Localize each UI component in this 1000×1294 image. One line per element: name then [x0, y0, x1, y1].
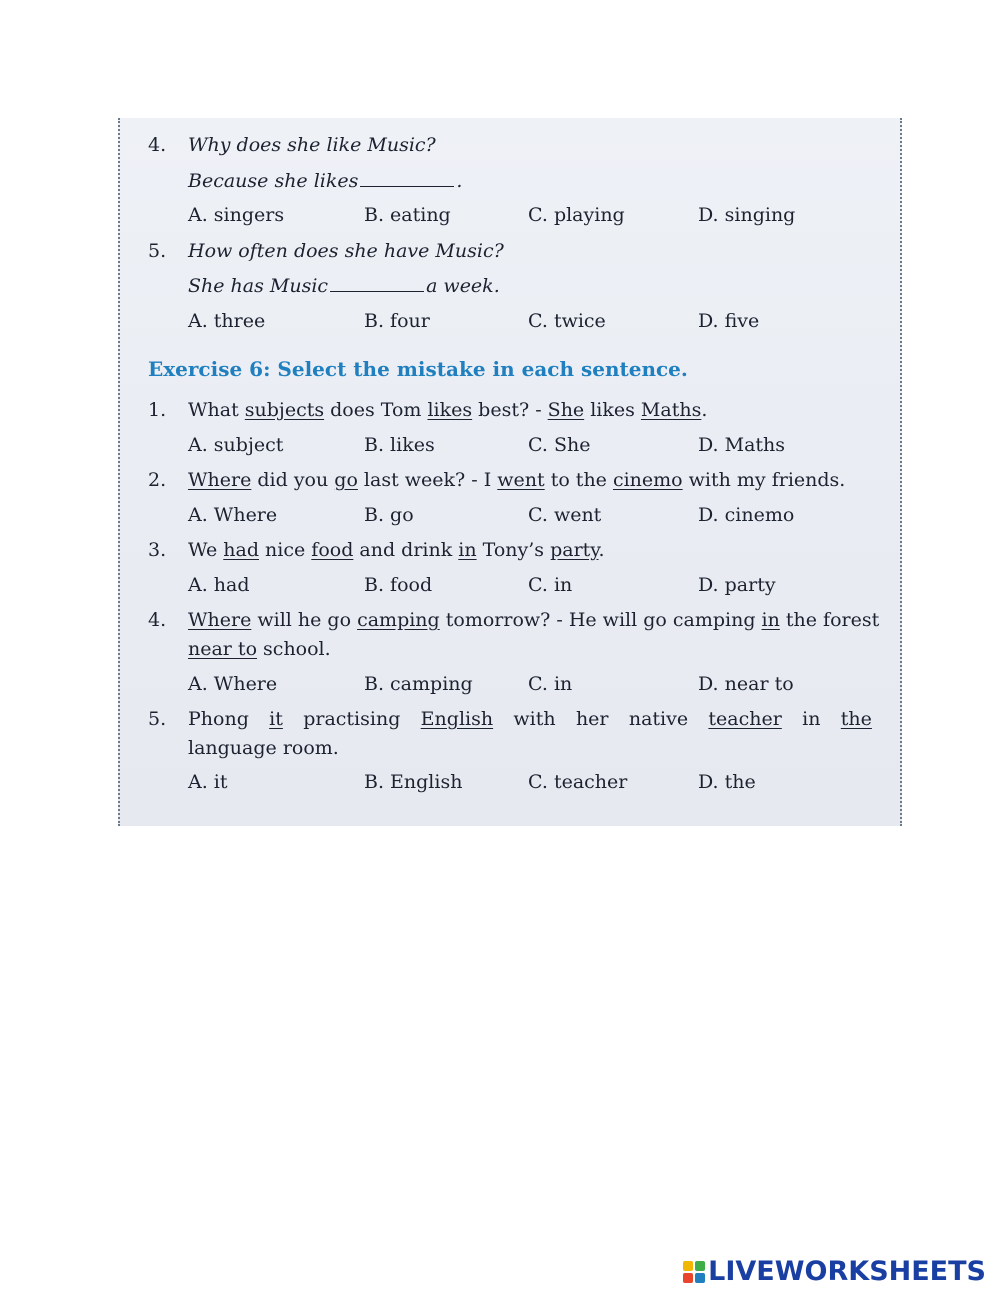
sentence-text: We — [188, 539, 224, 561]
sentence-text: best? - — [472, 399, 548, 421]
sentence-5 — [188, 708, 872, 730]
underlined-word: Where — [188, 469, 252, 491]
option-a[interactable]: A. Where — [188, 504, 278, 526]
sentence-text: native — [628, 708, 689, 730]
underlined-word: the — [840, 708, 872, 730]
logo-square-yellow — [683, 1261, 693, 1271]
answer-prefix: Because she likes — [188, 170, 359, 192]
sentence-text: Phong — [188, 708, 249, 730]
sentence-3 — [188, 539, 605, 561]
logo-text: LIVEWORKSHEETS — [708, 1256, 986, 1287]
option-b[interactable]: B. English — [364, 771, 463, 793]
sentence-text: . — [701, 399, 708, 421]
sentence-number: 1. — [148, 399, 167, 421]
sentence-text: tomorrow? - He will go camping — [439, 609, 762, 631]
option-c[interactable]: C. playing — [528, 204, 625, 226]
answer-line — [188, 275, 500, 297]
logo-square-blue — [695, 1273, 705, 1283]
option-b[interactable]: B. camping — [364, 673, 473, 695]
option-c[interactable]: C. in — [528, 673, 573, 695]
sentence-text: Tony’s — [476, 539, 551, 561]
sentence-text: last week? - I — [357, 469, 498, 491]
sentence-text: with — [513, 708, 556, 730]
sentence-number: 5. — [148, 708, 167, 730]
exercise-heading: Exercise 6: Select the mistake in each sentence. — [148, 357, 688, 381]
option-c[interactable]: C. in — [528, 574, 573, 596]
option-c[interactable]: C. teacher — [528, 771, 628, 793]
answer-blank[interactable] — [330, 277, 424, 292]
sentence-4-continued — [188, 638, 331, 660]
underlined-word: She — [547, 399, 585, 421]
sentence-text: the forest — [779, 609, 880, 631]
sentence-text: What — [188, 399, 245, 421]
option-a[interactable]: A. had — [188, 574, 250, 596]
underlined-word: went — [497, 469, 545, 491]
answer-suffix: a week. — [426, 275, 500, 297]
underlined-word: in — [458, 539, 477, 561]
sentence-text: her — [575, 708, 609, 730]
option-d[interactable]: D. near to — [698, 673, 794, 695]
option-b[interactable]: B. food — [364, 574, 433, 596]
underlined-word: food — [311, 539, 354, 561]
sentence-text: with my friends. — [682, 469, 846, 491]
sentence-text: in — [802, 708, 821, 730]
sentence-text: does Tom — [324, 399, 428, 421]
sentence-4 — [188, 609, 879, 631]
answer-line — [188, 170, 462, 192]
option-b[interactable]: B. likes — [364, 434, 435, 456]
sentence-number: 4. — [148, 609, 167, 631]
answer-prefix: She has Music — [188, 275, 329, 297]
option-d[interactable]: D. cinemo — [698, 504, 795, 526]
option-a[interactable]: A. it — [188, 771, 228, 793]
option-c[interactable]: C. twice — [528, 310, 606, 332]
answer-suffix: . — [456, 170, 463, 192]
option-a[interactable]: A. singers — [188, 204, 285, 226]
question-text: How often does she have Music? — [188, 240, 504, 262]
sentence-1 — [188, 399, 707, 421]
sentence-text: will he go — [251, 609, 358, 631]
sentence-text: to the — [544, 469, 613, 491]
underlined-word: it — [269, 708, 283, 730]
underlined-word: cinemo — [612, 469, 683, 491]
question-text: Why does she like Music? — [188, 134, 436, 156]
underlined-word: had — [223, 539, 259, 561]
option-b[interactable]: B. go — [364, 504, 414, 526]
sentence-text: nice — [259, 539, 312, 561]
sentence-text: did you — [251, 469, 335, 491]
underlined-word: teacher — [708, 708, 782, 730]
sentence-number: 3. — [148, 539, 167, 561]
question-number: 5. — [148, 240, 167, 262]
option-a[interactable]: A. Where — [188, 673, 278, 695]
option-c[interactable]: C. She — [528, 434, 591, 456]
sentence-number: 2. — [148, 469, 167, 491]
underlined-word: party — [550, 539, 599, 561]
option-b[interactable]: B. four — [364, 310, 430, 332]
sentence-text: school. — [257, 638, 331, 660]
worksheet-scan — [118, 118, 902, 826]
logo-mark-icon — [683, 1261, 705, 1283]
question-number: 4. — [148, 134, 167, 156]
sentence-text: practising — [303, 708, 401, 730]
underlined-word: Where — [188, 609, 252, 631]
sentence-text: . — [598, 539, 605, 561]
option-d[interactable]: D. singing — [698, 204, 796, 226]
answer-blank[interactable] — [360, 172, 454, 187]
underlined-word: near to — [188, 638, 258, 660]
underlined-word: go — [334, 469, 358, 491]
sentence-5-continued: language room. — [188, 737, 339, 759]
sentence-text: and drink — [353, 539, 459, 561]
option-d[interactable]: D. party — [698, 574, 776, 596]
underlined-word: subjects — [244, 399, 325, 421]
option-c[interactable]: C. went — [528, 504, 602, 526]
option-b[interactable]: B. eating — [364, 204, 451, 226]
underlined-word: English — [420, 708, 494, 730]
sentence-text: likes — [584, 399, 641, 421]
option-a[interactable]: A. three — [188, 310, 266, 332]
underlined-word: Maths — [640, 399, 702, 421]
liveworksheets-logo — [683, 1256, 986, 1287]
option-d[interactable]: D. the — [698, 771, 756, 793]
logo-square-red — [683, 1273, 693, 1283]
underlined-word: camping — [357, 609, 440, 631]
option-d[interactable]: D. Maths — [698, 434, 786, 456]
underlined-word: likes — [427, 399, 473, 421]
option-d[interactable]: D. five — [698, 310, 760, 332]
logo-square-green — [695, 1261, 705, 1271]
underlined-word: in — [761, 609, 780, 631]
option-a[interactable]: A. subject — [188, 434, 284, 456]
sentence-2 — [188, 469, 845, 491]
